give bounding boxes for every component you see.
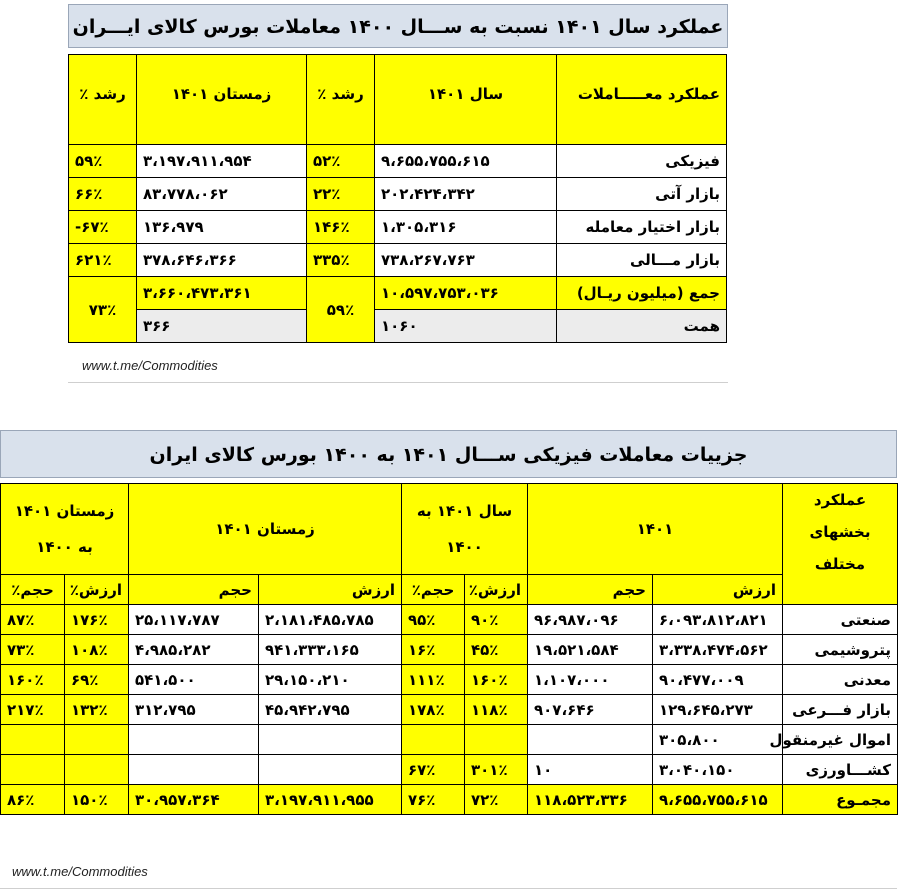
table-row (1, 755, 898, 785)
year-value: ۲۰۲،۴۲۴،۳۴۲ (375, 178, 557, 211)
winter-value-growth (65, 755, 129, 785)
header-1401-vs-1400 (402, 484, 528, 575)
total-winter-growth: ۷۳٪ (69, 277, 137, 343)
winter-value-growth (65, 725, 129, 755)
total-row (69, 277, 727, 310)
growth-value: ۳۳۵٪ (307, 244, 375, 277)
sector-label: کشـــاورزی (783, 755, 898, 785)
winter-volume: ۳۱۲،۷۹۵ (129, 695, 259, 725)
table-row (1, 725, 898, 755)
winter-volume (129, 755, 259, 785)
total-volume-growth: ۷۶٪ (402, 785, 465, 815)
volume-growth (402, 725, 465, 755)
year-value: ۳۰۵،۸۰۰ (653, 725, 783, 755)
volume-growth: ۱۷۸٪ (402, 695, 465, 725)
winter-growth-value: ۶۶٪ (69, 178, 137, 211)
value-growth (465, 725, 528, 755)
winter-value: ۸۳،۷۷۸،۰۶۲ (137, 178, 307, 211)
winter-value-growth: ۶۹٪ (65, 665, 129, 695)
table-row (69, 145, 727, 178)
winter-value: ۱۳۶،۹۷۹ (137, 211, 307, 244)
winter-volume-growth: ۱۶۰٪ (1, 665, 65, 695)
total-winter-volume: ۳۰،۹۵۷،۳۶۴ (129, 785, 259, 815)
sector-label: صنعتی (783, 605, 898, 635)
divider (68, 382, 728, 383)
winter-volume-growth: ۲۱۷٪ (1, 695, 65, 725)
winter-volume: ۵۴۱،۵۰۰ (129, 665, 259, 695)
table-row (1, 605, 898, 635)
hemmat-winter: ۳۶۶ (137, 310, 307, 343)
sub-header-winter-volume: حجم (129, 575, 259, 605)
hemmat-label: همت (557, 310, 727, 343)
annual-performance-panel (68, 4, 728, 386)
sector-label: معدنی (783, 665, 898, 695)
row-label: بازار اختیار معامله (557, 211, 727, 244)
year-value: ۱۲۹،۶۴۵،۲۷۳ (653, 695, 783, 725)
header-1401: ۱۴۰۱ (528, 484, 783, 575)
total-year-value: ۹،۶۵۵،۷۵۵،۶۱۵ (653, 785, 783, 815)
header-winter-vs-1400-text: زمستان ۱۴۰۱ به ۱۴۰۰ (14, 502, 115, 556)
winter-volume: ۴،۹۸۵،۲۸۲ (129, 635, 259, 665)
header-trade-performance: عملکرد معـــــاملات (557, 55, 727, 145)
winter-value-growth: ۱۷۶٪ (65, 605, 129, 635)
telegram-link[interactable]: www.t.me/Commodities (82, 358, 218, 373)
total-winter-value: ۳،۱۹۷،۹۱۱،۹۵۵ (259, 785, 402, 815)
table2-title: جزییات معاملات فیزیکی ســـال ۱۴۰۱ به ۱۴۰۰ بورس کالای ایران (0, 430, 897, 478)
volume-growth: ۶۷٪ (402, 755, 465, 785)
year-value: ۹۰،۴۷۷،۰۰۹ (653, 665, 783, 695)
total-year-volume: ۱۱۸،۵۲۳،۳۳۶ (528, 785, 653, 815)
sub-header-volume-pct: حجم٪ (402, 575, 465, 605)
volume-growth: ۱۶٪ (402, 635, 465, 665)
header-year-1401: سال ۱۴۰۱ (375, 55, 557, 145)
year-value: ۱،۳۰۵،۳۱۶ (375, 211, 557, 244)
year-volume: ۹۶،۹۸۷،۰۹۶ (528, 605, 653, 635)
value-growth: ۴۵٪ (465, 635, 528, 665)
winter-value: ۹۴۱،۳۳۳،۱۶۵ (259, 635, 402, 665)
total-label: جمع (میلیون ریـال) (557, 277, 727, 310)
sub-header-winter-volume-pct: حجم٪ (1, 575, 65, 605)
divider (0, 888, 897, 889)
year-volume: ۱،۱۰۷،۰۰۰ (528, 665, 653, 695)
value-growth: ۹۰٪ (465, 605, 528, 635)
winter-volume-growth (1, 755, 65, 785)
year-value: ۳،۳۳۸،۴۷۴،۵۶۲ (653, 635, 783, 665)
total-year: ۱۰،۵۹۷،۷۵۳،۰۳۶ (375, 277, 557, 310)
table-row (69, 178, 727, 211)
year-volume: ۱۹،۵۲۱،۵۸۴ (528, 635, 653, 665)
header-1401-vs-1400-text: سال ۱۴۰۱ به ۱۴۰۰ (416, 502, 513, 556)
sector-label: پتروشیمی (783, 635, 898, 665)
sub-header-value-pct: ارزش٪ (465, 575, 528, 605)
year-volume (528, 725, 653, 755)
table-row (1, 665, 898, 695)
growth-value: ۵۲٪ (307, 145, 375, 178)
total-value-growth: ۷۲٪ (465, 785, 528, 815)
year-value: ۳،۰۴۰،۱۵۰ (653, 755, 783, 785)
sector-label: بازار فـــرعی (783, 695, 898, 725)
sub-header-volume: حجم (528, 575, 653, 605)
hemmat-row (69, 310, 727, 343)
table-row (1, 695, 898, 725)
header-winter-1401: زمستان ۱۴۰۱ (129, 484, 402, 575)
winter-growth-value: ۵۹٪ (69, 145, 137, 178)
header-winter-vs-1400 (1, 484, 129, 575)
year-value: ۶،۰۹۳،۸۱۲،۸۲۱ (653, 605, 783, 635)
year-volume: ۱۰ (528, 755, 653, 785)
total-winter: ۳،۶۶۰،۴۷۳،۳۶۱ (137, 277, 307, 310)
sector-label: اموال غیرمنقول (783, 725, 898, 755)
winter-growth-value: -۶۷٪ (69, 211, 137, 244)
growth-value: ۱۴۶٪ (307, 211, 375, 244)
telegram-link-2[interactable]: www.t.me/Commodities (12, 864, 148, 879)
sub-header-value: ارزش (653, 575, 783, 605)
volume-growth: ۱۱۱٪ (402, 665, 465, 695)
growth-value: ۲۲٪ (307, 178, 375, 211)
winter-value: ۳،۱۹۷،۹۱۱،۹۵۴ (137, 145, 307, 178)
header-growth: رشد ٪ (307, 55, 375, 145)
hemmat-year: ۱۰۶۰ (375, 310, 557, 343)
winter-value (259, 725, 402, 755)
table1-header-row (69, 55, 727, 145)
table2-header-row-2 (1, 575, 898, 605)
winter-value: ۴۵،۹۴۲،۷۹۵ (259, 695, 402, 725)
total-growth: ۵۹٪ (307, 277, 375, 343)
winter-value-growth: ۱۰۸٪ (65, 635, 129, 665)
header-winter-growth: رشد ٪ (69, 55, 137, 145)
sub-header-winter-value-pct: ارزش٪ (65, 575, 129, 605)
winter-value-growth: ۱۳۲٪ (65, 695, 129, 725)
sub-header-winter-value: ارزش (259, 575, 402, 605)
value-growth: ۱۱۸٪ (465, 695, 528, 725)
table-row (69, 211, 727, 244)
annual-performance-table (68, 54, 727, 343)
year-value: ۹،۶۵۵،۷۵۵،۶۱۵ (375, 145, 557, 178)
winter-value: ۳۷۸،۶۴۶،۳۶۶ (137, 244, 307, 277)
header-sectors-text: عملکرد بخشهای مختلف (809, 491, 871, 573)
physical-trades-table (0, 483, 898, 815)
winter-value: ۲۹،۱۵۰،۲۱۰ (259, 665, 402, 695)
winter-volume: ۲۵،۱۱۷،۷۸۷ (129, 605, 259, 635)
year-value: ۷۳۸،۲۶۷،۷۶۳ (375, 244, 557, 277)
winter-value (259, 755, 402, 785)
total-winter-volume-growth: ۸۶٪ (1, 785, 65, 815)
volume-growth: ۹۵٪ (402, 605, 465, 635)
winter-growth-value: ۶۲۱٪ (69, 244, 137, 277)
table2-header-row-1 (1, 484, 898, 575)
header-winter-1401: زمستان ۱۴۰۱ (137, 55, 307, 145)
table1-title: عملکرد سال ۱۴۰۱ نسبت به ســـال ۱۴۰۰ معاملات بورس کالای ایـــران (68, 4, 728, 48)
winter-volume-growth: ۷۳٪ (1, 635, 65, 665)
year-volume: ۹۰۷،۶۴۶ (528, 695, 653, 725)
value-growth: ۳۰۱٪ (465, 755, 528, 785)
total-row (1, 785, 898, 815)
table-row (69, 244, 727, 277)
header-sectors (783, 484, 898, 605)
row-label: بازار آتی (557, 178, 727, 211)
winter-volume-growth: ۸۷٪ (1, 605, 65, 635)
value-growth: ۱۶۰٪ (465, 665, 528, 695)
row-label: فیزیکی (557, 145, 727, 178)
winter-value: ۲،۱۸۱،۴۸۵،۷۸۵ (259, 605, 402, 635)
row-label: بازار مـــالی (557, 244, 727, 277)
winter-volume-growth (1, 725, 65, 755)
winter-volume (129, 725, 259, 755)
total-winter-value-growth: ۱۵۰٪ (65, 785, 129, 815)
total-label: مجمـوع (783, 785, 898, 815)
table-row (1, 635, 898, 665)
